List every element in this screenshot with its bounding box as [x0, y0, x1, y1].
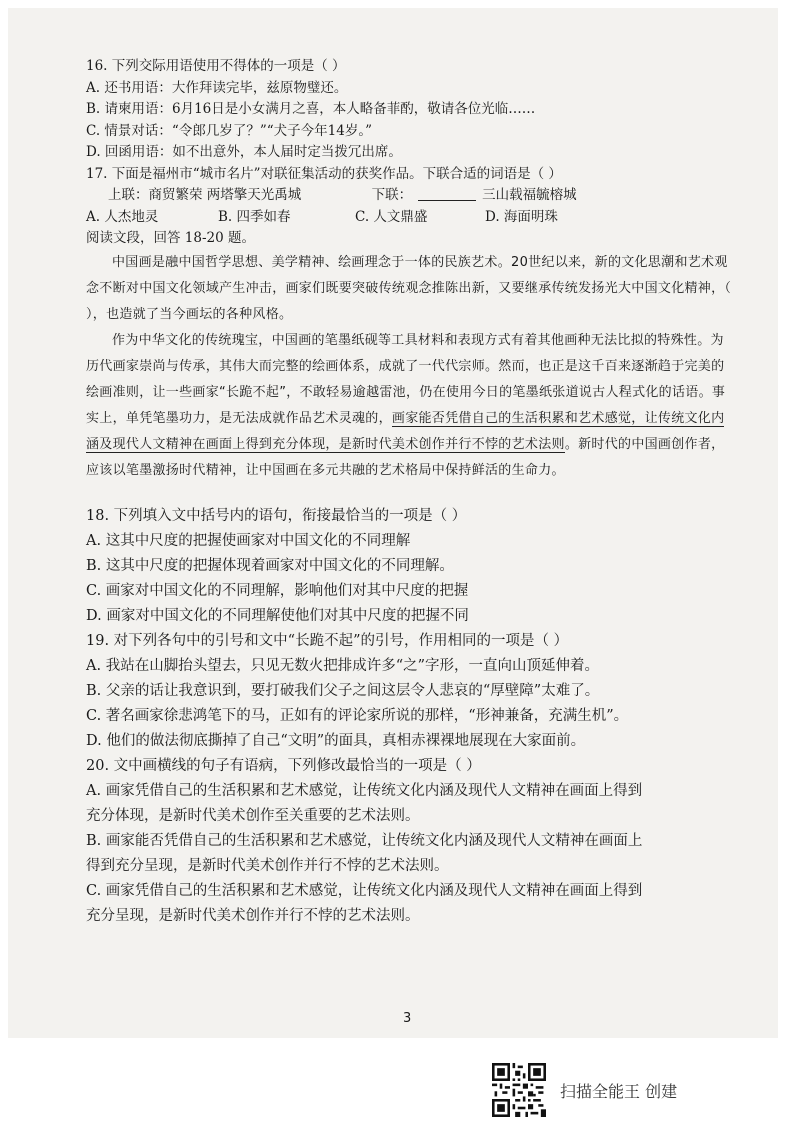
question-17-options	[86, 207, 736, 229]
exam-content	[86, 56, 736, 929]
scanner-watermark-text: 扫描全能王 创建	[560, 1081, 678, 1101]
underlined-sentence: 画家能否凭借自己的生活积累和艺术感觉，让传统文化内涵及现代人文精神在画面上得到充分体现，是新时代美术创作并行不悖的艺术法则	[86, 410, 725, 452]
question-18-stem: 18. 下列填入文中括号内的语句，衔接最恰当的一项是（ ）	[86, 507, 467, 524]
question-19-option-b: B. 父亲的话让我意识到，要打破我们父子之间这层令人悲哀的“厚壁障”太难了。	[86, 682, 600, 699]
question-20-option-c-line-1: C. 画家凭借自己的生活积累和艺术感觉，让传统文化内涵及现代人文精神在画面上得到	[86, 882, 643, 899]
question-16-option-c: C. 情景对话：“令郎几岁了？”“犬子今年14岁。”	[86, 122, 372, 139]
question-18-option-a: A. 这其中尺度的把握使画家对中国文化的不同理解	[86, 532, 411, 549]
reading-intro: 阅读文段，回答 18-20 题。	[86, 230, 256, 246]
question-17-option-a: A. 人杰地灵	[86, 208, 159, 225]
spacer	[86, 484, 736, 504]
scanned-page	[8, 8, 778, 1038]
question-20-option-b-line-1: B. 画家能否凭借自己的生活积累和艺术感觉，让传统文化内涵及现代人文精神在画面上	[86, 832, 643, 849]
couplet-upper: 上联：商贸繁荣 两塔擎天光禹城	[108, 187, 302, 203]
question-19-option-a: A. 我站在山脚抬头望去，只见无数火把排成许多“之”字形，一直向山顶延伸着。	[86, 657, 600, 674]
question-16-stem: 16. 下列交际用语使用不得体的一项是（ ）	[86, 58, 346, 74]
couplet-lower-suffix: 三山载福毓榕城	[482, 187, 577, 203]
passage-paragraph-2	[86, 328, 736, 484]
question-18-option-c: C. 画家对中国文化的不同理解，影响他们对其中尺度的把握	[86, 582, 469, 599]
question-20-stem: 20. 文中画横线的句子有语病，下列修改最恰当的一项是（ ）	[86, 757, 481, 774]
couplet-blank	[418, 186, 476, 201]
question-16-option-a: A. 还书用语：大作拜读完毕，兹原物璧还。	[86, 79, 348, 96]
question-20-option-c-line-2: 充分呈现，是新时代美术创作并行不悖的艺术法则。	[86, 907, 420, 924]
question-16-option-b: B. 请柬用语：6月16日是小女满月之喜，本人略备菲酌，敬请各位光临……	[86, 101, 536, 117]
question-20-option-a-line-2: 充分体现，是新时代美术创作至关重要的艺术法则。	[86, 807, 420, 824]
question-17-stem: 17. 下面是福州市“城市名片”对联征集活动的获奖作品。下联合适的词语是（ ）	[86, 165, 562, 182]
passage-paragraph-1: 中国画是融中国哲学思想、美学精神、绘画理念于一体的民族艺术。20世纪以来，新的文化思潮和艺术观念不断对中国文化领域产生冲击，画家们既要突破传统观念推陈出新，又要继承传统发扬光大中国文化精神，（ ），也造就了当今画坛的各种风格。	[86, 254, 732, 322]
question-19-option-c: C. 著名画家徐悲鸿笔下的马，正如有的评论家所说的那样，“形神兼备，充满生机”。	[86, 707, 629, 724]
qr-code-icon	[492, 1063, 546, 1117]
couplet	[86, 185, 736, 207]
reading-passage	[86, 250, 736, 484]
question-17-option-d: D. 海面明珠	[485, 208, 558, 225]
question-18-option-d: D. 画家对中国文化的不同理解使他们对其中尺度的把握不同	[86, 607, 469, 624]
question-20-option-a-line-1: A. 画家凭借自己的生活积累和艺术感觉，让传统文化内涵及现代人文精神在画面上得到	[86, 782, 643, 799]
page-number: 3	[403, 1011, 412, 1026]
question-17-option-b: B. 四季如春	[218, 208, 291, 225]
question-20-option-b-line-2: 得到充分呈现，是新时代美术创作并行不悖的艺术法则。	[86, 857, 449, 874]
question-19-stem: 19. 对下列各句中的引号和文中“长跪不起”的引号，作用相同的一项是（ ）	[86, 632, 569, 649]
question-19-option-d: D. 他们的做法彻底撕掉了自己“文明”的面具，真相赤裸裸地展现在大家面前。	[86, 732, 586, 749]
passage-paragraph-2-part-b: 。新时代的中国画创作者，应该以笔墨激扬时代精神，让中国画在多元共融的艺术格局中保持鲜活的生命力。	[86, 436, 725, 478]
couplet-lower-prefix: 下联：	[371, 187, 413, 203]
scanner-watermark	[492, 1062, 677, 1118]
question-17-option-c: C. 人文鼎盛	[355, 208, 428, 225]
passage-paragraph-2-part-a: 作为中华文化的传统瑰宝，中国画的笔墨纸砚等工具材料和表现方式有着其他画种无法比拟的特殊性。为历代画家崇尚与传承，其伟大而完整的绘画体系，成就了一代代宗师。然而，也正是这千百来逐渐趋于完美的绘画准则，让一些画家“长跪不起”，不敢轻易逾越雷池，仍在使用今日的笔墨纸张道说古人程式化的话语。事实上，单凭笔墨功力，是无法成就作品艺术灵魂的，	[86, 332, 726, 426]
question-18-option-b: B. 这其中尺度的把握体现着画家对中国文化的不同理解。	[86, 557, 454, 574]
question-16-option-d: D. 回函用语：如不出意外，本人届时定当拨冗出席。	[86, 144, 402, 160]
